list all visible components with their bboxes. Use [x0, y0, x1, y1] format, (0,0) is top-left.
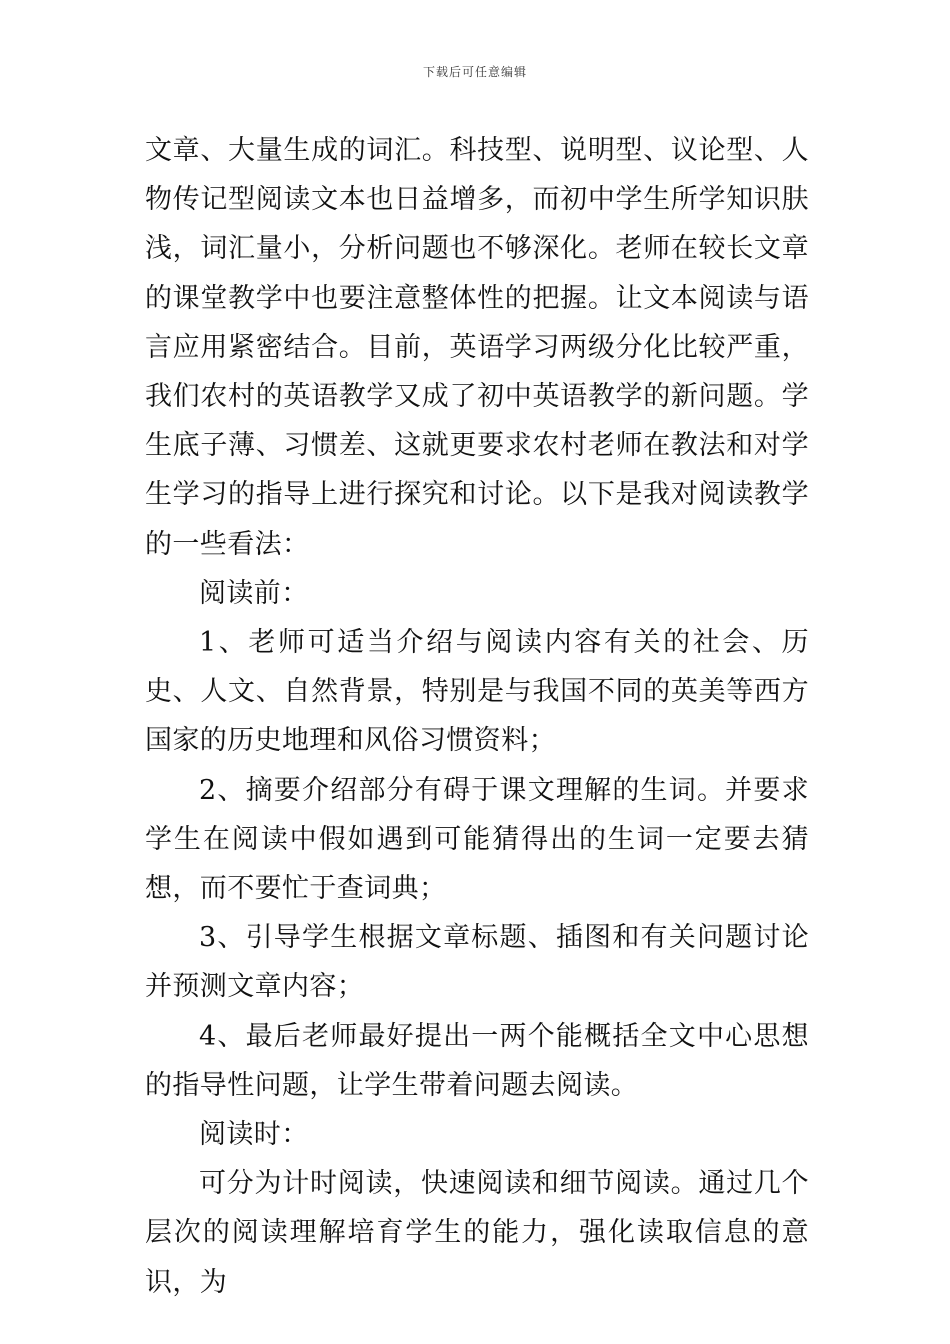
section-heading-while-reading: 阅读时： [199, 1119, 309, 1151]
section-heading-before-reading: 阅读前： [199, 577, 309, 609]
list-item-1: 1、老师可适当介绍与阅读内容有关的社会、历史、人文、自然背景，特别是与我国不同的英美等西方国家的历史地理和风俗习惯资料； [145, 627, 809, 757]
list-item-2: 2、摘要介绍部分有碍于课文理解的生词。并要求学生在阅读中假如遇到可能猜得出的生词一定要去猜想，而不要忙于查词典； [145, 774, 809, 905]
list-item-4: 4、最后老师最好提出一两个能概括全文中心思想的指导性问题，让学生带着问题去阅读。 [145, 1020, 809, 1101]
list-item-3: 3、引导学生根据文章标题、插图和有关问题讨论并预测文章内容； [145, 922, 809, 1003]
paragraph-intro: 文章、大量生成的词汇。科技型、说明型、议论型、人物传记型阅读文本也日益增多，而初中学生所学知识肤浅，词汇量小，分析问题也不够深化。老师在较长文章的课堂教学中也要注意整体性的把握。让文本阅读与语言应用紧密结合。目前，英语学习两级分化比较严重，我们农村的英语教学又成了初中英语教学的新问题。学生底子薄、习惯差、这就更要求农村老师在教法和对学生学习的指导上进行探究和讨论。以下是我对阅读教学的一些看法： [145, 135, 809, 560]
page-header: 下载后可任意编辑 [422, 65, 527, 79]
paragraph-while-reading: 可分为计时阅读，快速阅读和细节阅读。通过几个层次的阅读理解培育学生的能力，强化读取信息的意识，为 [145, 1168, 809, 1298]
document-body [145, 126, 809, 1307]
